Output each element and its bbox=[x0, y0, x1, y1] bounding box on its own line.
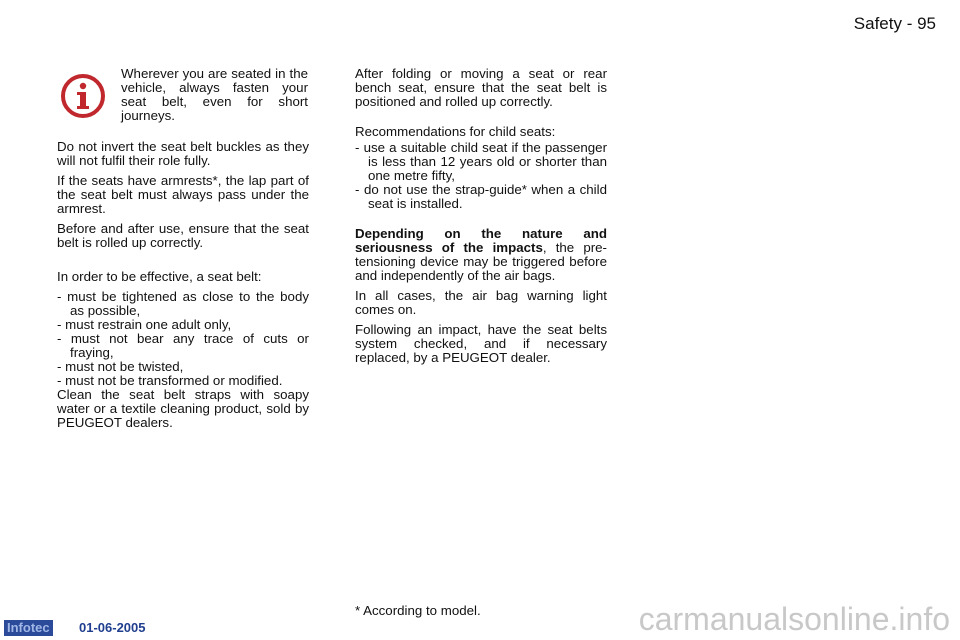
list-item: - must restrain one adult only, bbox=[57, 317, 232, 332]
list-item: - must not bear any trace of cuts or fraying, bbox=[57, 331, 309, 360]
list-item: - must not be transformed or modified. bbox=[57, 373, 283, 388]
bold-text: Depending on the nature and seriousness of the impacts bbox=[355, 226, 607, 255]
watermark: carmanualsonline.info bbox=[638, 601, 950, 637]
footer-date: 01-06-2005 bbox=[79, 620, 146, 635]
paragraph: Recommendations for child seats: bbox=[355, 124, 556, 139]
text: , the pre-tensioning device may be triggered before and independently of the air bags. bbox=[355, 240, 607, 283]
paragraph: In order to be effective, a seat belt: bbox=[57, 269, 262, 284]
belt-requirements-list bbox=[57, 290, 309, 388]
list-item: - do not use the strap-guide* when a child seat is installed. bbox=[355, 182, 607, 211]
child-seat-list bbox=[355, 141, 607, 211]
paragraph: Before and after use, ensure that the seat belt is rolled up correctly. bbox=[57, 221, 309, 250]
right-column bbox=[355, 67, 607, 371]
footnote: * According to model. bbox=[355, 603, 481, 618]
paragraph: If the seats have armrests*, the lap part of the seat belt must always pass under the armrest. bbox=[57, 173, 309, 216]
list-item: - must be tightened as close to the body as possible, bbox=[57, 289, 309, 318]
paragraph: Following an impact, have the seat belts system checked, and if necessary replaced, by a PEUGEOT dealer. bbox=[355, 322, 607, 365]
left-column bbox=[57, 140, 309, 436]
page-header: Safety - 95 bbox=[853, 14, 936, 33]
paragraph: In all cases, the air bag warning light comes on. bbox=[355, 288, 607, 317]
paragraph bbox=[355, 227, 607, 283]
paragraph: Do not invert the seat belt buckles as they will not fulfil their role fully. bbox=[57, 139, 309, 168]
list-item: - use a suitable child seat if the passenger is less than 12 years old or shorter than one metre fifty, bbox=[355, 140, 607, 183]
infotec-logo: Infotec bbox=[4, 620, 53, 636]
paragraph: Clean the seat belt straps with soapy water or a textile cleaning product, sold by PEUGEOT dealers. bbox=[57, 387, 309, 430]
paragraph: After folding or moving a seat or rear bench seat, ensure that the seat belt is positioned and rolled up correctly. bbox=[355, 66, 607, 109]
list-item: - must not be twisted, bbox=[57, 359, 184, 374]
info-note: Wherever you are seated in the vehicle, always fasten your seat belt, even for short journeys. bbox=[121, 66, 308, 123]
info-icon bbox=[60, 73, 106, 119]
